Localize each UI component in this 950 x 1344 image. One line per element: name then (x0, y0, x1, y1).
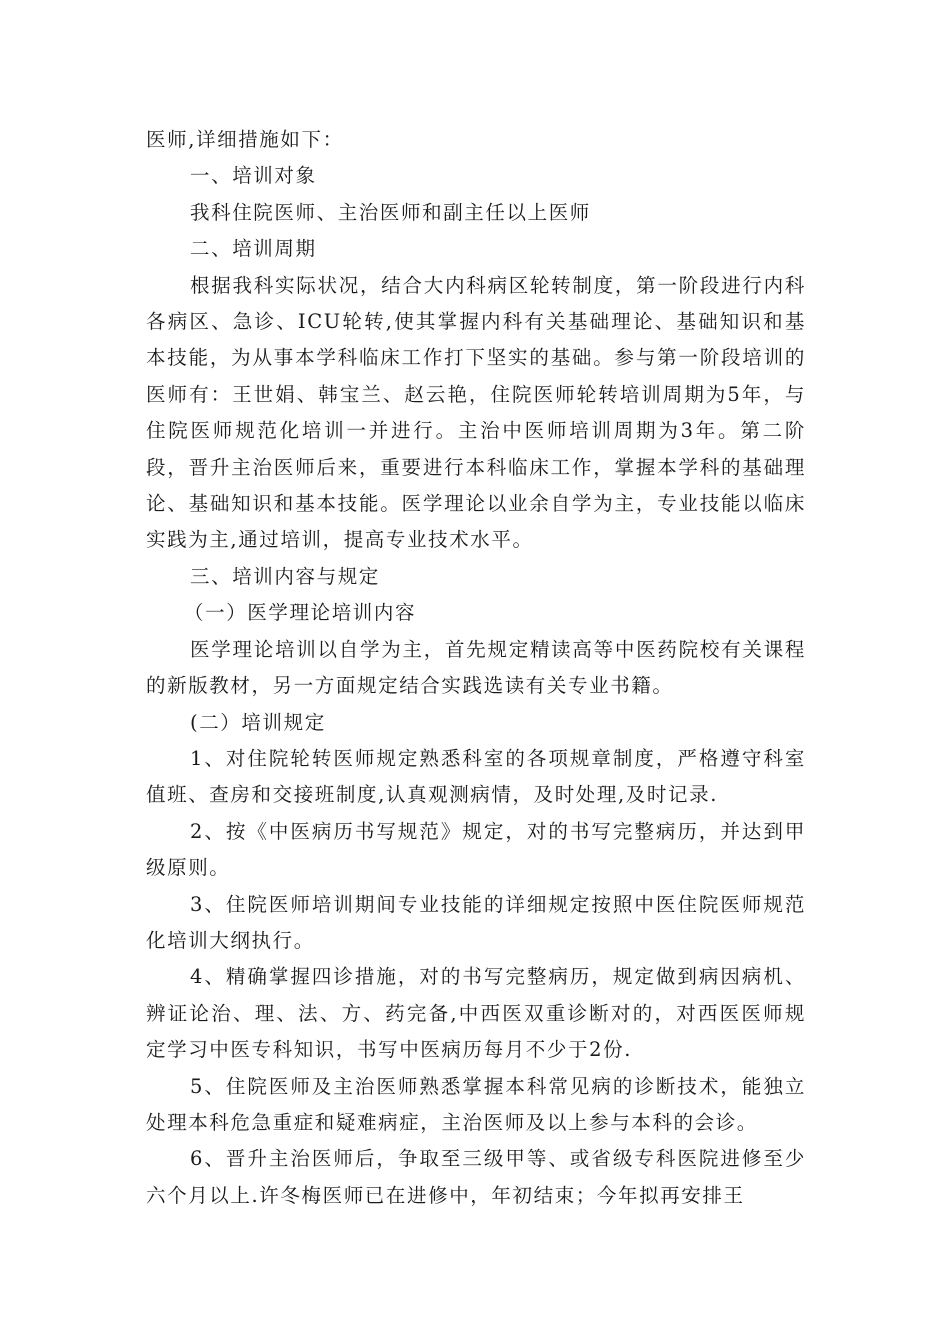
document-page (146, 122, 806, 1214)
section-body-training-target: 我科住院医师、主治医师和副主任以上医师 (190, 200, 591, 224)
subsection-heading-theory: （一）医学理论培训内容 (184, 601, 417, 625)
section-heading-training-content: 三、培训内容与规定 (190, 564, 380, 588)
list-item-6: 6、晋升主治医师后，争取至三级甲等、或省级专科医院进修至少六个月以上.许冬梅医师已在进修中，年初结束；今年拟再安排王 (146, 1147, 806, 1207)
list-item-4: 4、精确掌握四诊措施，对的书写完整病历，规定做到病因病机、辨证论治、理、法、方、药完备,中西医双重诊断对的，对西医医师规定学习中医专科知识，书写中医病历每月不少于2份. (146, 965, 806, 1062)
list-item-5: 5、住院医师及主治医师熟悉掌握本科常见病的诊断技术，能独立处理本科危急重症和疑难病症，主治医师及以上参与本科的会诊。 (146, 1074, 806, 1134)
subsection-body-theory: 医学理论培训以自学为主，首先规定精读高等中医药院校有关课程的新版教材，另一方面规定结合实践选读有关专业书籍。 (146, 637, 806, 698)
list-item-1: 1、对住院轮转医师规定熟悉科室的各项规章制度，严格遵守科室值班、查房和交接班制度,认真观测病情，及时处理,及时记录. (146, 746, 806, 807)
section-heading-training-period: 二、培训周期 (190, 237, 317, 261)
section-heading-training-target: 一、培训对象 (190, 164, 317, 188)
list-item-3: 3、住院医师培训期间专业技能的详细规定按照中医住院医师规范化培训大纲执行。 (146, 892, 806, 952)
list-item-2: 2、按《中医病历书写规范》规定，对的书写完整病历，并达到甲级原则。 (146, 819, 806, 880)
section-body-training-period: 根据我科实际状况，结合大内科病区轮转制度，第一阶段进行内科各病区、急诊、ICU轮转,使其掌握内科有关基础理论、基础知识和基本技能，为从事本学科临床工作打下坚实的基础。参与第一阶段培训的医师有：王世娟、韩宝兰、赵云艳，住院医师轮转培训周期为5年，与住院医师规范化培训一并进行。主治中医师培训周期为3年。第二阶段，晋升主治医师后来，重要进行本科临床工作，掌握本学科的基础理论、基础知识和基本技能。医学理论以业余自学为主，专业技能以临床实践为主,通过培训，提高专业技术水平。 (146, 273, 806, 552)
intro-paragraph: 医师,详细措施如下： (146, 128, 344, 151)
subsection-heading-requirements: (二）培训规定 (190, 710, 326, 734)
